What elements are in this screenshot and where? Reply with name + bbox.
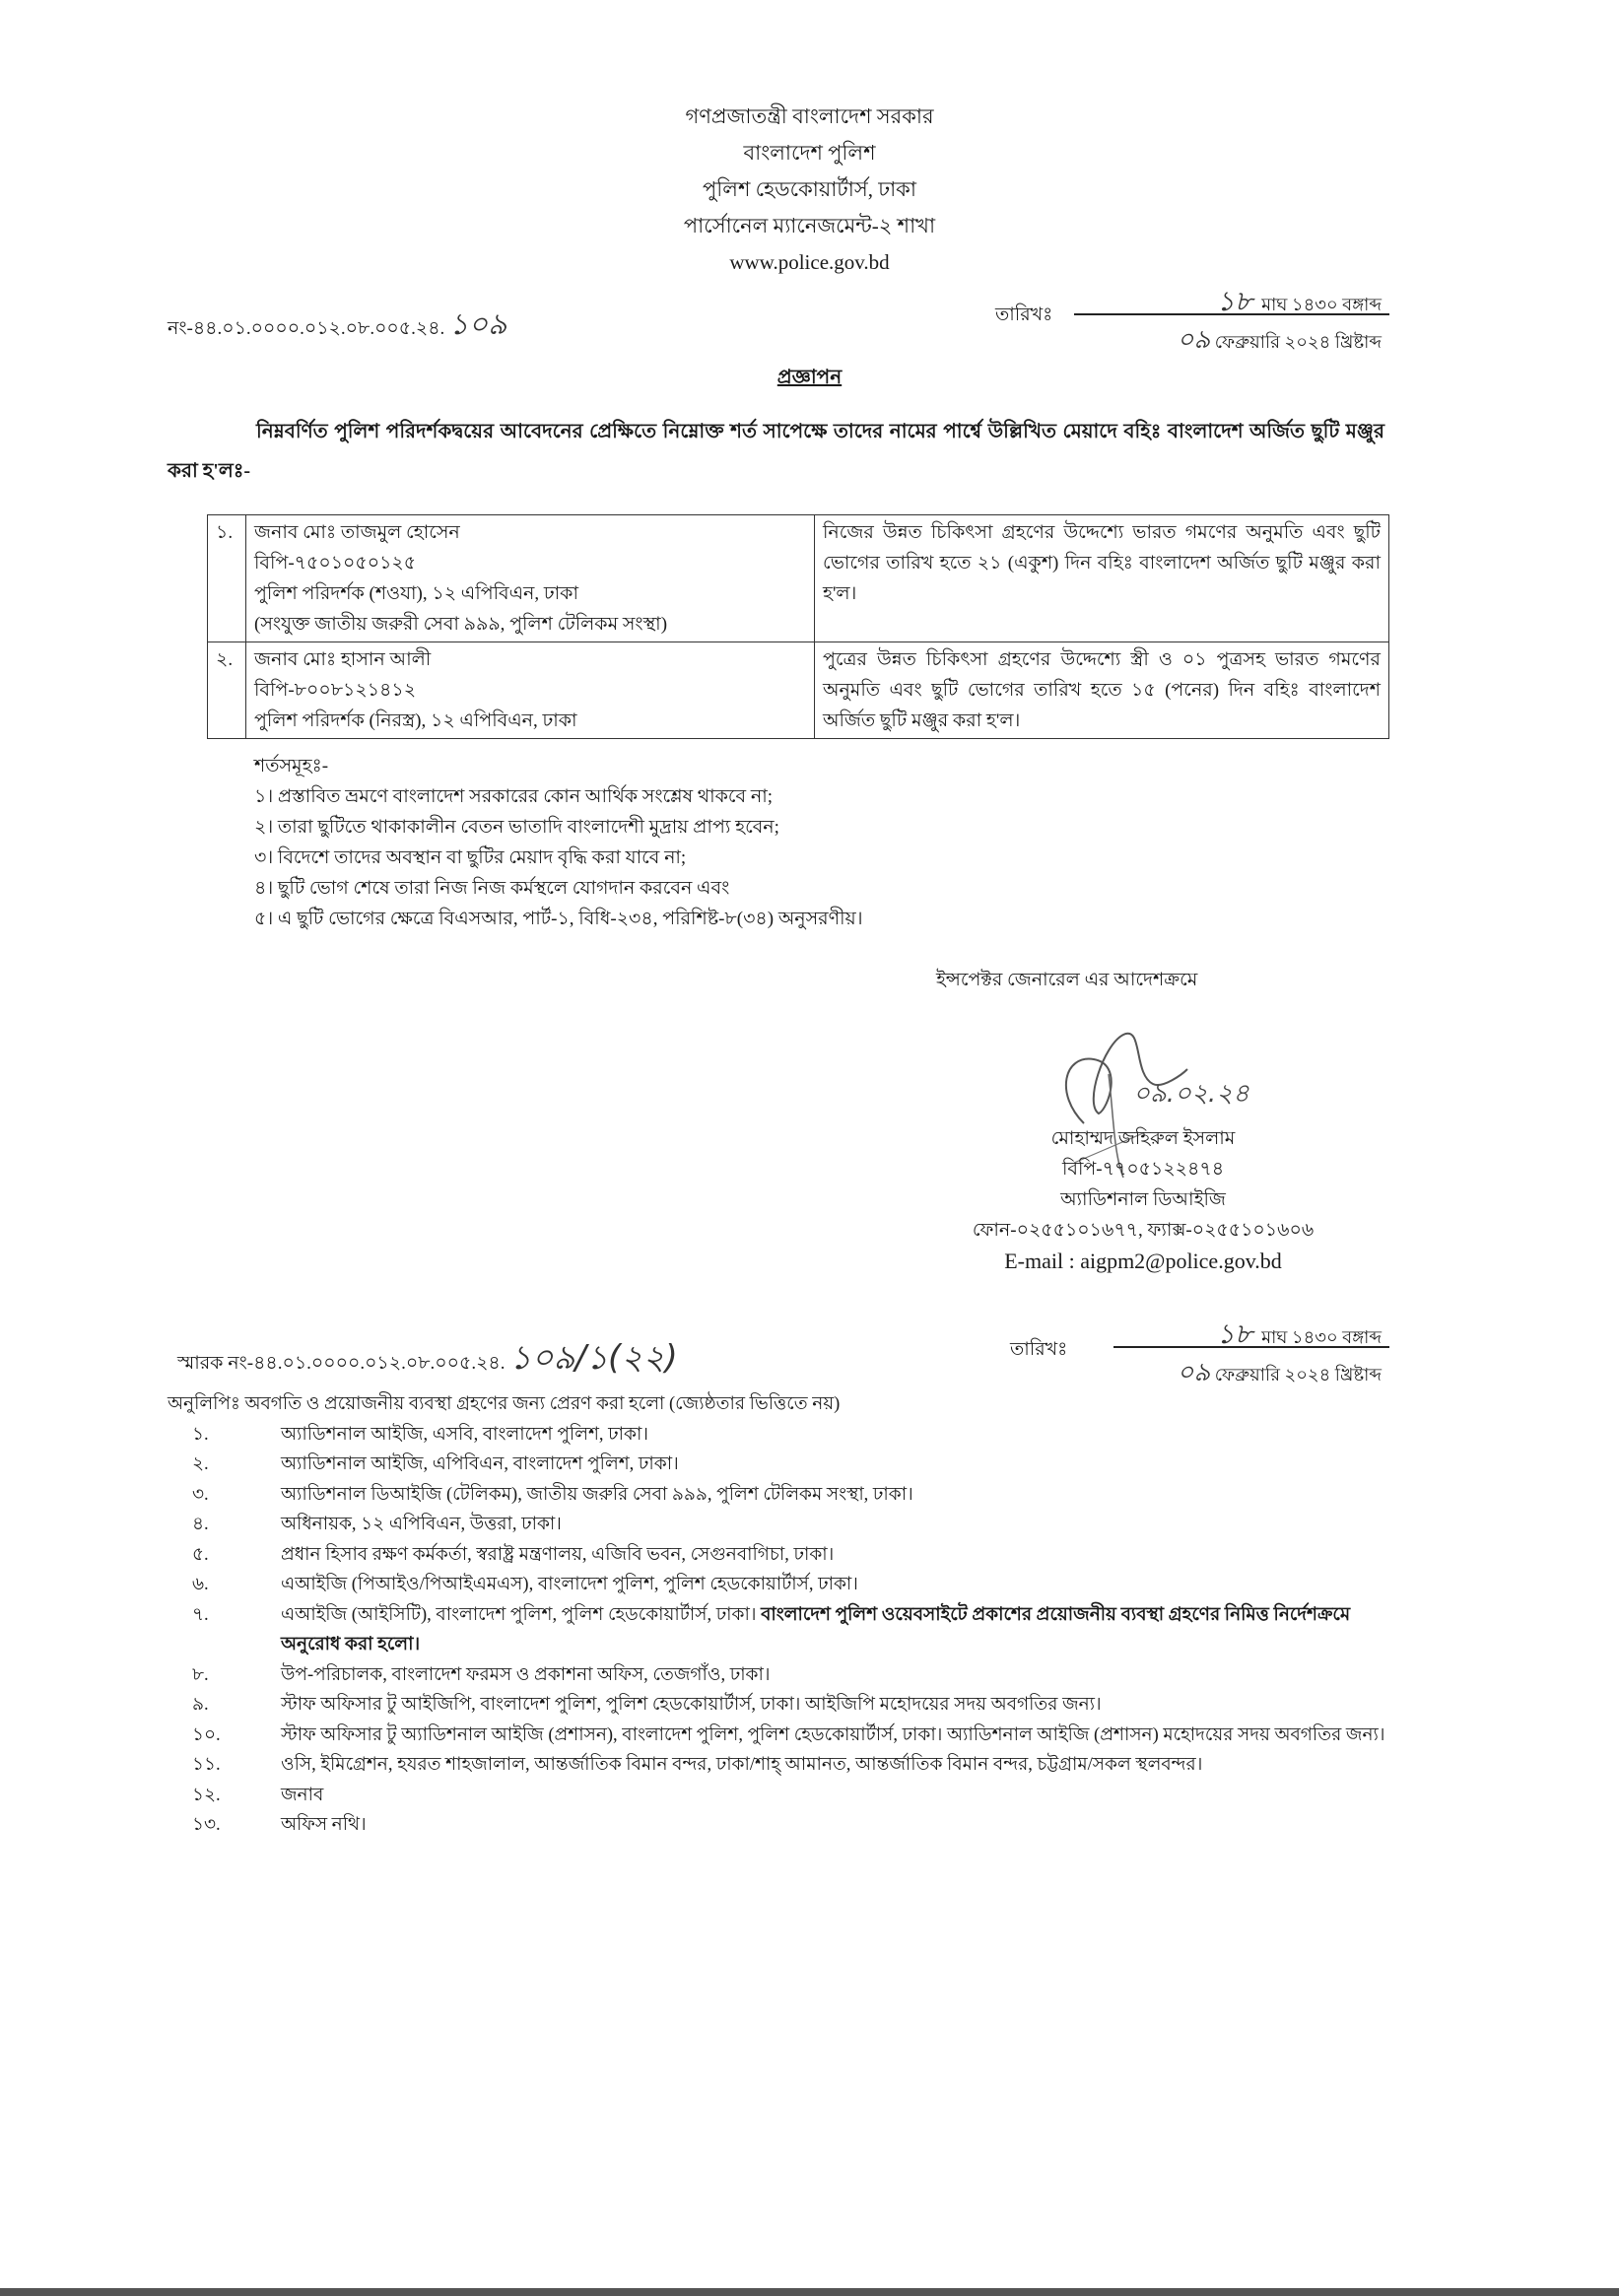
notification-title-text: প্রজ্ঞাপন xyxy=(776,367,843,388)
date-gregorian: ফেব্রুয়ারি ২০২৪ খ্রিষ্টাব্দ xyxy=(1214,332,1382,352)
condition-item: ৫। এ ছুটি ভোগের ক্ষেত্রে বিএসআর, পার্ট-১, বিধি-২৩৪, পরিশিষ্ট-৮(৩৪) অনুসরণীয়। xyxy=(254,909,863,929)
item-number: ১২. xyxy=(192,1785,221,1805)
item-text: প্রধান হিসাব রক্ষণ কর্মকর্তা, স্বরাষ্ট্র মন্ত্রণালয়, এজিবি ভবন, সেগুনবাগিচা, ঢাকা। xyxy=(281,1544,835,1565)
signatory-email: E-mail : aigpm2@police.gov.bd xyxy=(1004,1249,1282,1273)
list-item xyxy=(168,1540,1389,1571)
date-bangla: মাঘ ১৪৩০ বঙ্গাব্দ xyxy=(1261,295,1382,314)
item-bold-request: বাংলাদেশ পুলিশ ওয়েবসাইটে প্রকাশের প্রয়োজনীয় ব্যবস্থা গ্রহণের নিমিত্ত নির্দেশক্রমে অনুরোধ করা হলো। xyxy=(281,1604,1351,1654)
item-number: ৯. xyxy=(192,1695,209,1715)
signatory-phone-fax: ফোন-০২৫৫১০১৬৭৭, ফ্যাক্স-০২৫৫১০১৬০৬ xyxy=(972,1220,1315,1241)
condition-item: ৩। বিদেশে তাদের অবস্থান বা ছুটির মেয়াদ বৃদ্ধি করা যাবে না; xyxy=(254,847,687,868)
person-cell xyxy=(246,515,815,642)
person-bp: বিপি-৭৫০১০৫০১২৫ xyxy=(254,553,417,574)
copy-heading: অনুলিপিঃ অবগতি ও প্রয়োজনীয় ব্যবস্থা গ্রহণের জন্য প্রেরণ করা হলো (জ্যেষ্ঠতার ভিত্তিতে নয়) xyxy=(168,1394,841,1414)
order-line: ইন্সপেক্টর জেনারেল এর আদেশক্রমে xyxy=(936,970,1198,990)
memo2-number-prefix: স্মারক নং-৪৪.০১.০০০০.০১২.০৮.০০৫.২৪. xyxy=(177,1353,506,1374)
item-number: ৭. xyxy=(192,1604,209,1625)
list-item xyxy=(168,1690,1389,1721)
row-number: ২. xyxy=(208,642,246,739)
website: www.police.gov.bd xyxy=(729,250,890,274)
memo2-number-handwritten: ১০৯/১(২২) xyxy=(509,1338,678,1378)
person-rank: পুলিশ পরিদর্শক (শওযা), ১২ এপিবিএন, ঢাকা xyxy=(254,583,578,604)
item-number: ১৩. xyxy=(192,1815,221,1835)
copy-list xyxy=(168,1389,1389,1841)
leave-table xyxy=(207,514,1389,739)
letterhead xyxy=(0,99,1619,281)
item-text: স্টাফ অফিসার টু আইজিপি, বাংলাদেশ পুলিশ, পুলিশ হেডকোয়ার্টার্স, ঢাকা। আইজিপি মহোদয়ের সদয় অবগতির জন্য। xyxy=(281,1695,1102,1715)
item-number: ১১. xyxy=(192,1755,221,1775)
memo-number-handwritten: ১০৯ xyxy=(449,307,507,342)
list-item xyxy=(168,1781,1389,1811)
item-text: স্টাফ অফিসার টু অ্যাডিশনাল আইজি (প্রশাসন), বাংলাদেশ পুলিশ, পুলিশ হেডকোয়ার্টার্স, ঢাকা। অ্যাডিশনাল আইজি (প্রশাসন) মহোদয়ের সদয় অবগতির জন্য। xyxy=(281,1724,1385,1745)
item-text: জনাব xyxy=(281,1785,324,1805)
item-number: ৩. xyxy=(192,1484,209,1505)
memo2-date-block xyxy=(985,1313,1389,1395)
memo2-date-label: তারিখঃ xyxy=(1010,1339,1068,1360)
person-attachment: (সংযুক্ত জাতীয় জরুরী সেবা ৯৯৯, পুলিশ টেলিকম সংস্থা) xyxy=(254,614,668,635)
item-number: ৬. xyxy=(192,1575,209,1594)
item-number: ৫. xyxy=(192,1544,209,1565)
notification-title xyxy=(0,363,1619,395)
list-item xyxy=(168,1510,1389,1540)
memo2-date-day-handwritten: ১৮ xyxy=(1216,1317,1253,1350)
list-item xyxy=(168,1660,1389,1691)
list-item xyxy=(168,1450,1389,1480)
item-text: অফিস নথি। xyxy=(281,1815,367,1835)
list-item xyxy=(168,1721,1389,1751)
govt-name: গণপ্রজাতন্ত্রী বাংলাদেশ সরকার xyxy=(685,104,934,128)
list-item xyxy=(168,1420,1389,1451)
memo2-date-greg-day-handwritten: ০৯ xyxy=(1177,1358,1211,1387)
item-number: ১. xyxy=(192,1424,209,1445)
item-text: ওসি, ইমিগ্রেশন, হযরত শাহজালাল, আন্তর্জাতিক বিমান বন্দর, ঢাকা/শাহ্ আমানত, আন্তর্জাতিক বিমান বন্দর, চট্টগ্রাম/সকল স্থলবন্দর। xyxy=(281,1755,1203,1775)
person-bp: বিপি-৮০০৮১২১৪১২ xyxy=(254,680,417,701)
date-day-handwritten: ১৮ xyxy=(1216,285,1253,317)
item-text: অ্যাডিশনাল আইজি, এসবি, বাংলাদেশ পুলিশ, ঢাকা। xyxy=(281,1424,648,1445)
item-text: অ্যাডিশনাল ডিআইজি (টেলিকম), জাতীয় জরুরি সেবা ৯৯৯, পুলিশ টেলিকম সংস্থা, ঢাকা। xyxy=(281,1484,913,1505)
item-text: এআইজি (আইসিটি), বাংলাদেশ পুলিশ, পুলিশ হেডকোয়ার্টার্স, ঢাকা। xyxy=(281,1604,757,1625)
item-number: ২. xyxy=(192,1454,209,1474)
branch-name: পার্সোনেল ম্যানেজমেন্ট-২ শাখা xyxy=(683,214,936,237)
item-text: অ্যাডিশনাল আইজি, এপিবিএন, বাংলাদেশ পুলিশ, ঢাকা। xyxy=(281,1454,679,1474)
signatory-designation: অ্যাডিশনাল ডিআইজি xyxy=(1060,1189,1226,1210)
signatory-name: মোহাম্মদ জহিরুল ইসলাম xyxy=(1050,1128,1236,1149)
signatory-bp: বিপি-৭৭০৫১২২৪৭৪ xyxy=(1061,1159,1225,1180)
condition-item: ৪। ছুটি ভোগ শেষে তারা নিজ নিজ কর্মস্থলে যোগদান করবেন এবং xyxy=(254,878,730,899)
memo2-date-bangla: মাঘ ১৪৩০ বঙ্গাব্দ xyxy=(1261,1327,1382,1347)
date-greg-day-handwritten: ০৯ xyxy=(1177,325,1211,355)
signatory-block xyxy=(936,1123,1350,1276)
intro-paragraph: নিম্নবর্ণিত পুলিশ পরিদর্শকদ্বয়ের আবেদনের প্রেক্ষিতে নিম্নোক্ত শর্ত সাপেক্ষে তাদের নামের পার্শ্বে উল্লিখিত মেয়াদে বহিঃ বাংলাদেশ অর্জিত ছুটি মঞ্জুর করা হ'লঃ- xyxy=(168,421,1384,482)
leave-detail: পুত্রের উন্নত চিকিৎসা গ্রহণের উদ্দেশ্যে স্ত্রী ও ০১ পুত্রসহ ভারত গমণের অনুমতি এবং ছুটি ভোগের তারিখ হতে ১৫ (পনের) দিন বহিঃ বাংলাদেশ অর্জিত ছুটি মঞ্জুর করা হ'ল। xyxy=(815,642,1389,739)
item-text: অধিনায়ক, ১২ এপিবিএন, উত্তরা, ঢাকা। xyxy=(281,1515,562,1534)
table-row xyxy=(208,642,1389,739)
conditions xyxy=(254,751,863,934)
list-item xyxy=(168,1810,1389,1841)
person-rank: পুলিশ পরিদর্শক (নিরস্ত্র), ১২ এপিবিএন, ঢাকা xyxy=(254,710,577,731)
item-text: উপ-পরিচালক, বাংলাদেশ ফরমস ও প্রকাশনা অফিস, তেজগাঁও, ঢাকা। xyxy=(281,1664,771,1685)
item-text: এআইজি (পিআইও/পিআইএমএস), বাংলাদেশ পুলিশ, পুলিশ হেডকোয়ার্টার্স, ঢাকা। xyxy=(281,1575,858,1594)
date-label: তারিখঃ xyxy=(995,304,1053,325)
list-item xyxy=(168,1600,1389,1660)
item-number: ১০. xyxy=(192,1724,221,1745)
person-name: জনাব মোঃ তাজমুল হোসেন xyxy=(254,522,460,543)
person-cell xyxy=(246,642,815,739)
condition-item: ২। তারা ছুটিতে থাকাকালীন বেতন ভাতাদি বাংলাদেশী মুদ্রায় প্রাপ্য হবেন; xyxy=(254,817,779,838)
list-item xyxy=(168,1750,1389,1781)
table-row xyxy=(208,515,1389,642)
row-number: ১. xyxy=(208,515,246,642)
person-name: জনাব মোঃ হাসান আলী xyxy=(254,649,432,670)
conditions-heading: শর্তসমূহঃ- xyxy=(254,756,329,777)
list-item xyxy=(168,1480,1389,1511)
office-name: পুলিশ হেডকোয়ার্টার্স, ঢাকা xyxy=(703,177,916,201)
scan-edge xyxy=(0,2288,1619,2296)
org-name: বাংলাদেশ পুলিশ xyxy=(743,141,876,165)
leave-detail: নিজের উন্নত চিকিৎসা গ্রহণের উদ্দেশ্যে ভারত গমণের অনুমতি এবং ছুটি ভোগের তারিখ হতে ২১ (একুশ) দিন বহিঃ বাংলাদেশ অর্জিত ছুটি মঞ্জুর করা হ'ল। xyxy=(815,515,1389,642)
item-number: ৪. xyxy=(192,1515,209,1534)
date-block xyxy=(985,280,1389,363)
list-item xyxy=(168,1570,1389,1600)
memo-number-prefix: নং-৪৪.০১.০০০০.০১২.০৮.০০৫.২৪. xyxy=(168,318,445,339)
condition-item: ১। প্রস্তাবিত ভ্রমণে বাংলাদেশ সরকারের কোন আর্থিক সংশ্লেষ থাকবে না; xyxy=(254,786,773,807)
item-number: ৮. xyxy=(192,1664,209,1685)
memo-number xyxy=(168,301,507,351)
signature-date: ০৯.০২.২৪ xyxy=(1133,1079,1249,1109)
memo2-number xyxy=(177,1332,678,1388)
memo2-date-gregorian: ফেব্রুয়ারি ২০২৪ খ্রিষ্টাব্দ xyxy=(1214,1365,1382,1384)
